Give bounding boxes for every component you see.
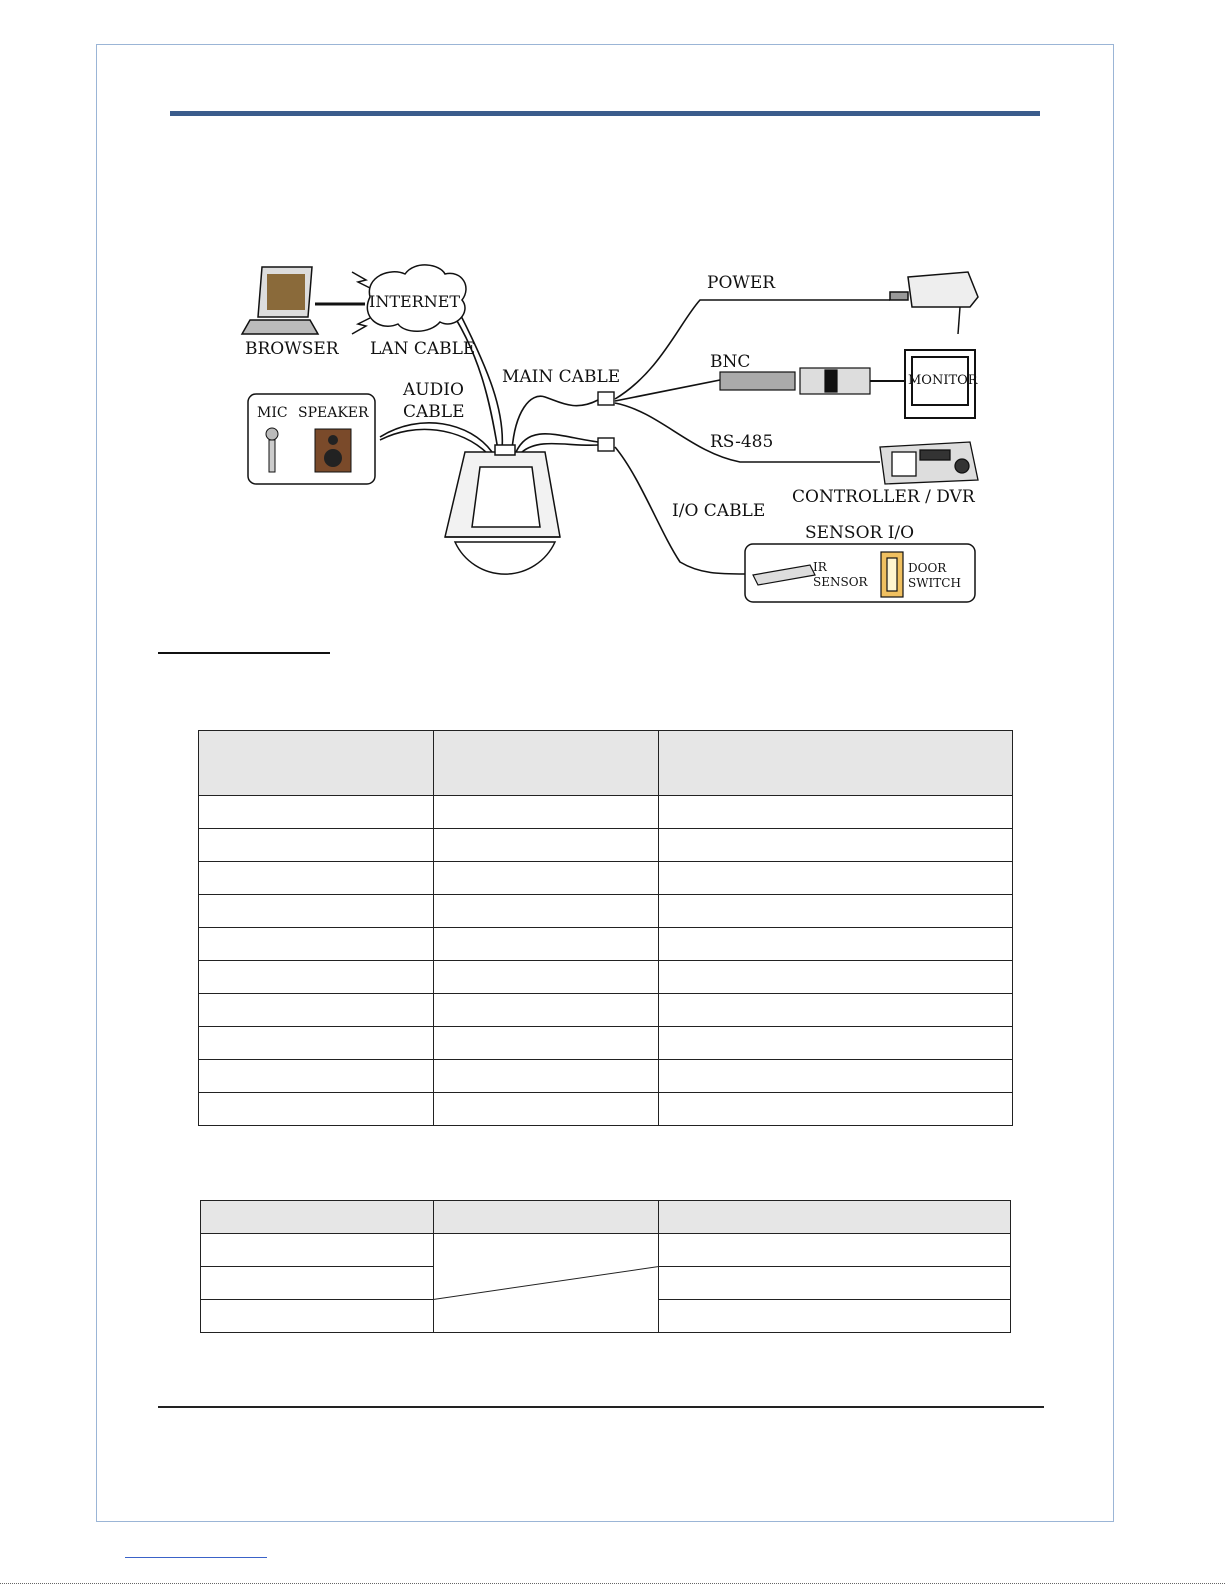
section-heading-underline [158, 652, 330, 654]
audio-cable-label-1: AUDIO [403, 380, 464, 400]
table-merged-cell [434, 1234, 659, 1333]
table-cell [659, 1027, 1013, 1060]
table-cell [659, 1093, 1013, 1126]
table-cell [199, 796, 434, 829]
laptop-icon [242, 267, 318, 334]
table-cell [434, 961, 659, 994]
table-row [199, 1093, 1013, 1126]
power-label: POWER [707, 273, 776, 293]
door-switch-label-2: SWITCH [908, 576, 961, 590]
sensor-io-label: SENSOR I/O [805, 523, 915, 543]
table-cell [434, 1060, 659, 1093]
table-cell [659, 895, 1013, 928]
controller-label: CONTROLLER / DVR [792, 487, 975, 507]
table-cell [659, 862, 1013, 895]
table-cell [199, 928, 434, 961]
browser-label: BROWSER [245, 339, 339, 359]
table-row [199, 862, 1013, 895]
table-cell [199, 1060, 434, 1093]
table-cell [201, 1267, 434, 1300]
door-switch-icon [881, 552, 903, 597]
speaker-label: SPEAKER [298, 405, 369, 421]
table-cell [199, 862, 434, 895]
table-header-cell [434, 1201, 659, 1234]
table-cell [434, 895, 659, 928]
main-cable-label: MAIN CABLE [502, 367, 621, 387]
table-header-cell [659, 731, 1013, 796]
dome-camera-icon [445, 445, 560, 574]
table-cell [434, 1027, 659, 1060]
table-header-cell [434, 731, 659, 796]
table-cell [434, 796, 659, 829]
table-row [199, 1060, 1013, 1093]
table-cell [434, 994, 659, 1027]
table-header-row [201, 1201, 1011, 1234]
table-header-cell [201, 1201, 434, 1234]
table-cell [201, 1300, 434, 1333]
audio-cable-label-2: CABLE [403, 402, 465, 422]
table-cell [659, 829, 1013, 862]
table-cell [659, 1060, 1013, 1093]
footer-link-underline [125, 1557, 267, 1558]
table-cell [199, 895, 434, 928]
table-cell [434, 1093, 659, 1126]
ir-sensor-label-1: IR [813, 560, 827, 574]
page-break-line [0, 1583, 1225, 1584]
table-cell [659, 928, 1013, 961]
table-cell [434, 829, 659, 862]
io-cable-label: I/O CABLE [672, 501, 766, 521]
table-cell [199, 829, 434, 862]
table-row [199, 994, 1013, 1027]
table-cell [659, 796, 1013, 829]
bnc-label: BNC [710, 352, 751, 372]
power-adapter-icon [890, 272, 978, 334]
door-switch-label-1: DOOR [908, 561, 947, 575]
table-row [199, 1027, 1013, 1060]
monitor-label: MONITOR [908, 373, 978, 388]
lan-cable-label: LAN CABLE [370, 339, 476, 359]
ir-sensor-label-2: SENSOR [813, 575, 868, 589]
table-cell [659, 1234, 1011, 1267]
internet-label: INTERNET [369, 292, 461, 311]
table-cell [659, 994, 1013, 1027]
table-cell [434, 928, 659, 961]
header-rule [170, 111, 1040, 116]
table-row [201, 1234, 1011, 1267]
camera-connection-diagram [240, 262, 985, 617]
table-cell [659, 1300, 1011, 1333]
table-header-cell [199, 731, 434, 796]
table-row [199, 829, 1013, 862]
controller-icon [880, 442, 978, 484]
table-cell [199, 1027, 434, 1060]
mic-label: MIC [257, 405, 288, 421]
table-cell [199, 961, 434, 994]
io-table [200, 1200, 1011, 1333]
table-row [199, 961, 1013, 994]
connector-table [198, 730, 1013, 1126]
table-cell [201, 1234, 434, 1267]
table-header-cell [659, 1201, 1011, 1234]
table-cell [659, 1267, 1011, 1300]
table-row [199, 796, 1013, 829]
footer-rule [158, 1406, 1044, 1408]
table-row [199, 928, 1013, 961]
table-cell [434, 862, 659, 895]
table-cell [199, 994, 434, 1027]
bnc-connector-icon [720, 368, 870, 394]
diagonal-line [434, 1234, 658, 1332]
table-header-row [199, 731, 1013, 796]
table-row [199, 895, 1013, 928]
rs485-label: RS-485 [710, 432, 774, 452]
speaker-icon [315, 429, 351, 472]
table-cell [659, 961, 1013, 994]
table-cell [199, 1093, 434, 1126]
